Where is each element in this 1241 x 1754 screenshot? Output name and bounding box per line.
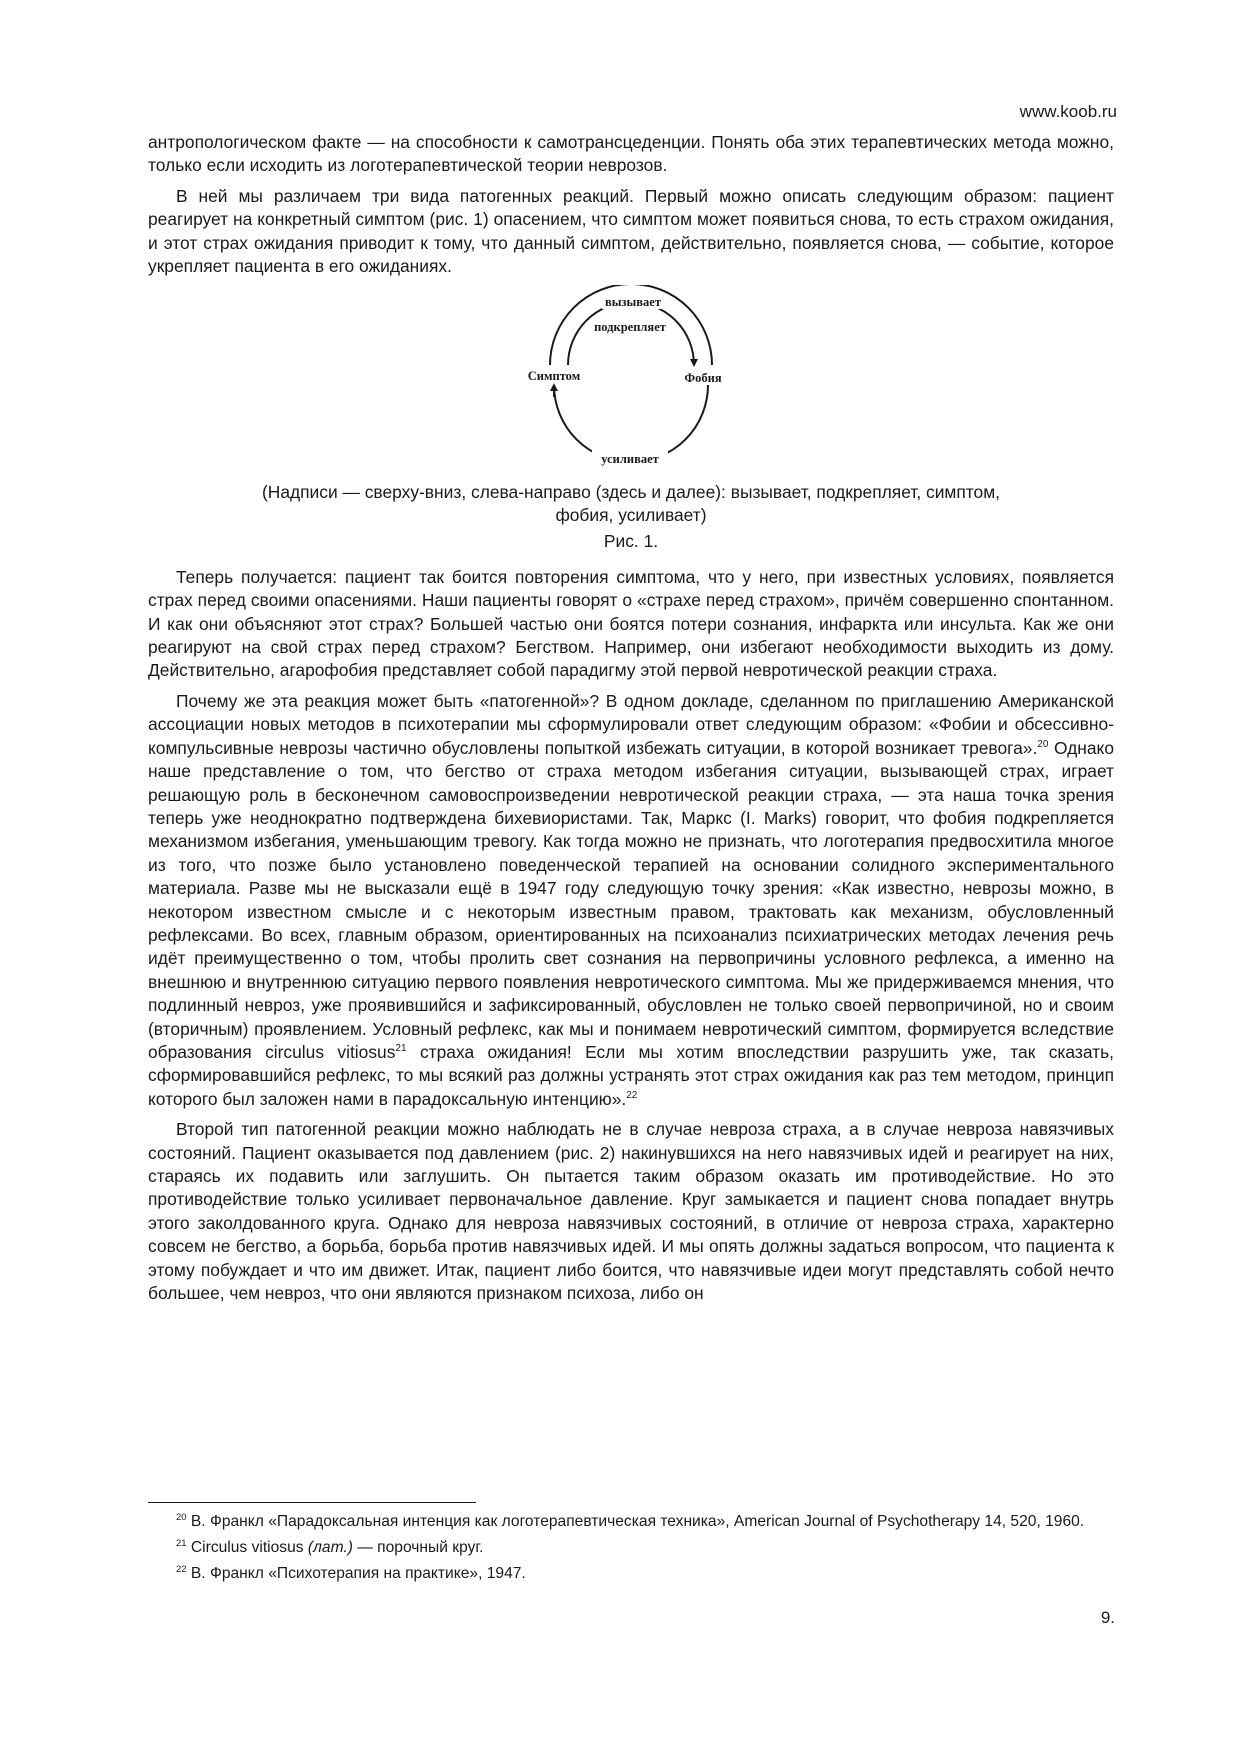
paragraph-4-part-1: Почему же эта реакция может быть «патогенной»? В одном докладе, сделанном по приглашению Американской ассоциации новых методов в психотерапии мы сформулировали ответ следующим образом: «Фобии и обсессивно-компульсивные неврозы частично обусловлены попыткой избежать ситуации, в которой возникает тревога». — [148, 690, 1114, 758]
footnote-22 — [148, 1564, 1114, 1584]
footnote-21-text-b: (лат.) — [307, 1539, 353, 1556]
page-number: 9. — [1100, 1608, 1115, 1627]
paragraph-3: Теперь получается: пациент так боится повторения симптома, что у него, при известных условиях, появляется страх перед своими опасениями. Наши пациенты говорят о «страхе перед страхом», причём совершенно спонтанном. И как они объясняют этот страх? Большей частью они боятся потери сознания, инфаркта или инсульта. Как же они реагируют на свой страх перед страхом? Бегством. Например, они избегают необходимости выходить из дому. Действительно, агарофобия представляет собой парадигму этой первой невротической реакции страха. — [148, 566, 1114, 681]
figure-caption-line-2: фобия, усиливает) — [555, 505, 707, 526]
footnote-22-number: 22 — [176, 1563, 187, 1575]
label-amplifies: усиливает — [601, 452, 659, 467]
label-reinforces: подкрепляет — [594, 320, 666, 335]
footnote-ref-22[interactable]: 22 — [626, 1089, 638, 1101]
footnote-20 — [148, 1512, 1114, 1532]
footnotes — [148, 1512, 1114, 1590]
footnote-21-text-a: Circulus vitiosus — [186, 1539, 308, 1556]
figure-caption-line-1: (Надписи — сверху-вниз, слева-направо (здесь и далее): вызывает, подкрепляет, симптом, — [261, 482, 1001, 503]
paragraph-1: антропологическом факте — на способности к самотрансцеденции. Понять оба этих терапевтических метода можно, только если исходить из логотерапевтической теории неврозов. — [148, 132, 1114, 176]
paragraph-4 — [148, 690, 1114, 1111]
paragraph-4-part-3: страха ожидания! Если мы хотим впоследствии разрушить уже, так сказать, сформировавшийся рефлекс, то мы всякий раз должны устранять этот страх ожидания как раз тем методом, принцип которого был заложен нами в парадоксальную интенцию». — [148, 1041, 1114, 1109]
footnote-ref-20[interactable]: 20 — [1037, 738, 1049, 750]
figure-number: Рис. 1. — [603, 531, 659, 552]
figure-caption — [148, 481, 1114, 527]
footnote-ref-21[interactable]: 21 — [395, 1043, 407, 1055]
footnote-20-number: 20 — [176, 1511, 187, 1523]
label-causes: вызывает — [605, 295, 661, 310]
footnote-divider — [148, 1502, 476, 1503]
footnote-21-text-c: — порочный круг. — [352, 1539, 484, 1556]
footnote-20-text: В. Франкл «Парадоксальная интенция как логотерапевтическая техника», American Journal of Psychotherapy 14, 520, 1960. — [186, 1513, 1085, 1530]
footnote-21 — [148, 1538, 1114, 1558]
paragraph-4-part-2: Однако наше представление о том, что бегство от страха методом избегания ситуации, вызывающей страх, играет решающую роль в бесконечном самовоспроизведении невротической реакции страха, — эта наша точка зрения теперь уже неоднократно подтверждена бихевиористами. Так, Маркс (I. Marks) говорит, что фобия подкрепляется механизмом избегания, уменьшающим тревогу. Как тогда можно не признать, что логотерапия предвосхитила многое из того, что позже было установлено поведенческой терапией на основании солидного экспериментального материала. Разве мы не высказали ещё в 1947 году следующую точку зрения: «Как известно, неврозы можно, в некотором известном смысле и с некоторым известным правом, трактовать как механизм, обусловленный рефлексами. Во всех, главным образом, ориентированных на психоанализ психиатрических методах лечения речь идёт преимущественно о том, чтобы пролить свет сознания на первопричины условного рефлекса, а именно на внешнюю и внутреннюю ситуацию первого появления невротического симптома. Мы же придерживаемся мнения, что подлинный невроз, уже проявившийся и зафиксированный, обусловлен не только своей первопричиной, но и своим (вторичным) проявлением. Условный рефлекс, как мы и понимаем невротический симптом, формируется вследствие образования circulus vitiosus — [148, 737, 1114, 1062]
body-text — [148, 131, 1114, 1312]
footnote-21-number: 21 — [176, 1537, 187, 1549]
site-url: www.koob.ru — [1019, 102, 1117, 121]
label-symptom: Симптом — [527, 369, 581, 384]
footnote-22-text: В. Франкл «Психотерапия на практике», 1947. — [186, 1565, 526, 1582]
paragraph-2: В ней мы различаем три вида патогенных реакций. Первый можно описать следующим образом: пациент реагирует на конкретный симптом (рис. 1) опасением, что симптом может появиться снова, то есть страхом ожидания, и этот страх ожидания приводит к тому, что данный симптом, действительно, появляется снова, — событие, которое укрепляет пациента в его ожиданиях. — [148, 185, 1114, 277]
paragraph-5: Второй тип патогенной реакции можно наблюдать не в случае невроза страха, а в случае невроза навязчивых состояний. Пациент оказывается под давлением (рис. 2) накинувшихся на него навязчивых идей и реагирует на них, стараясь их подавить или заглушить. Он пытается таким образом оказать им противодействие. Но это противодействие только усиливает первоначальное давление. Круг замыкается и пациент снова попадает внутрь этого заколдованного круга. Однако для невроза навязчивых состояний, в отличие от невроза страха, характерно совсем не бегство, а борьба, борьба против навязчивых идей. И мы опять должны задаться вопросом, что пациента к этому побуждает и что им движет. Итак, пациент либо боится, что навязчивые идеи могут представлять собой нечто большее, чем невроз, что они являются признаком психоза, либо он — [148, 1119, 1114, 1304]
figure-1-diagram — [516, 285, 746, 475]
label-phobia: Фобия — [684, 371, 722, 386]
